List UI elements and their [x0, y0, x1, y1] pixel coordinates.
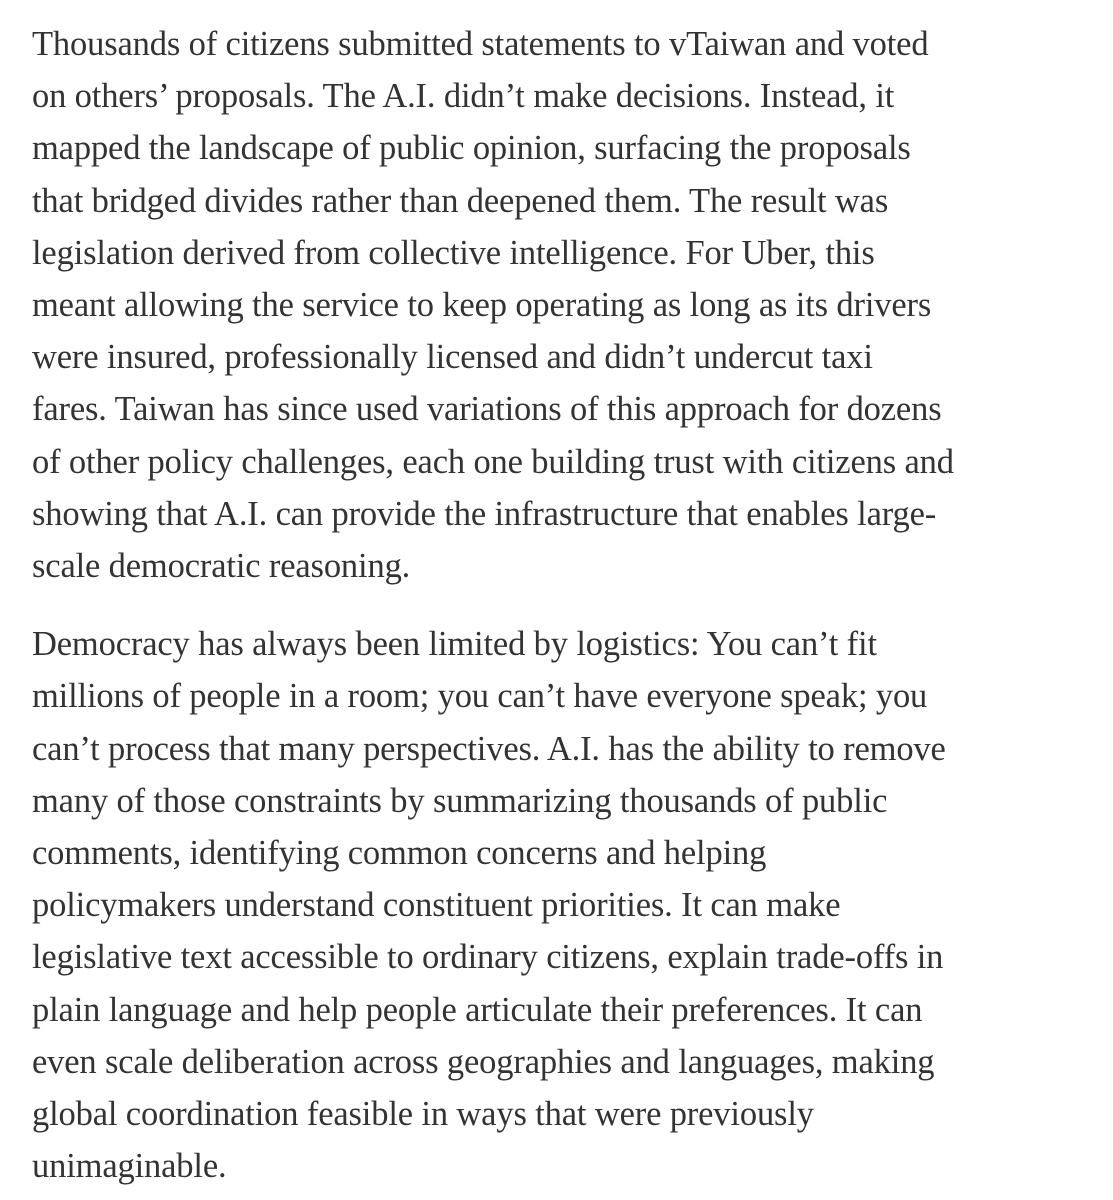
text-line: comments, identifying common concerns and helping	[32, 834, 767, 873]
text-line: meant allowing the service to keep operating as long as its drivers	[32, 286, 932, 325]
paragraph-democracy-logistics	[32, 618, 1082, 1192]
text-line: can’t process that many perspectives. A.I. has the ability to remove	[32, 729, 946, 768]
text-line: Thousands of citizens submitted statements to vTaiwan and voted	[32, 25, 929, 63]
text-line: Democracy has always been limited by logistics: You can’t fit	[32, 625, 877, 664]
text-line: many of those constraints by summarizing thousands of public	[32, 781, 888, 820]
text-line: unimaginable.	[32, 1147, 227, 1186]
text-line: global coordination feasible in ways that were previously	[32, 1095, 814, 1134]
text-line: were insured, professionally licensed and didn’t undercut taxi	[32, 338, 873, 377]
text-line: mapped the landscape of public opinion, surfacing the proposals	[32, 129, 911, 168]
paragraph-vtaiwan	[32, 18, 1082, 592]
text-line: millions of people in a room; you can’t have everyone speak; you	[32, 677, 928, 716]
text-line: that bridged divides rather than deepened them. The result was	[32, 181, 889, 220]
text-line: plain language and help people articulate their preferences. It can	[32, 990, 923, 1029]
text-line: on others’ proposals. The A.I. didn’t make decisions. Instead, it	[32, 77, 895, 116]
article-body	[32, 18, 1082, 1192]
text-line: fares. Taiwan has since used variations of this approach for dozens	[32, 390, 942, 429]
text-line: of other policy challenges, each one building trust with citizens and	[32, 442, 954, 481]
text-line: legislative text accessible to ordinary citizens, explain trade-offs in	[32, 938, 944, 977]
text-line: showing that A.I. can provide the infrastructure that enables large-	[32, 494, 937, 533]
text-line: scale democratic reasoning.	[32, 547, 411, 586]
text-line: policymakers understand constituent priorities. It can make	[32, 886, 841, 925]
text-line: legislation derived from collective intelligence. For Uber, this	[32, 233, 875, 272]
text-line: even scale deliberation across geographies and languages, making	[32, 1042, 935, 1081]
